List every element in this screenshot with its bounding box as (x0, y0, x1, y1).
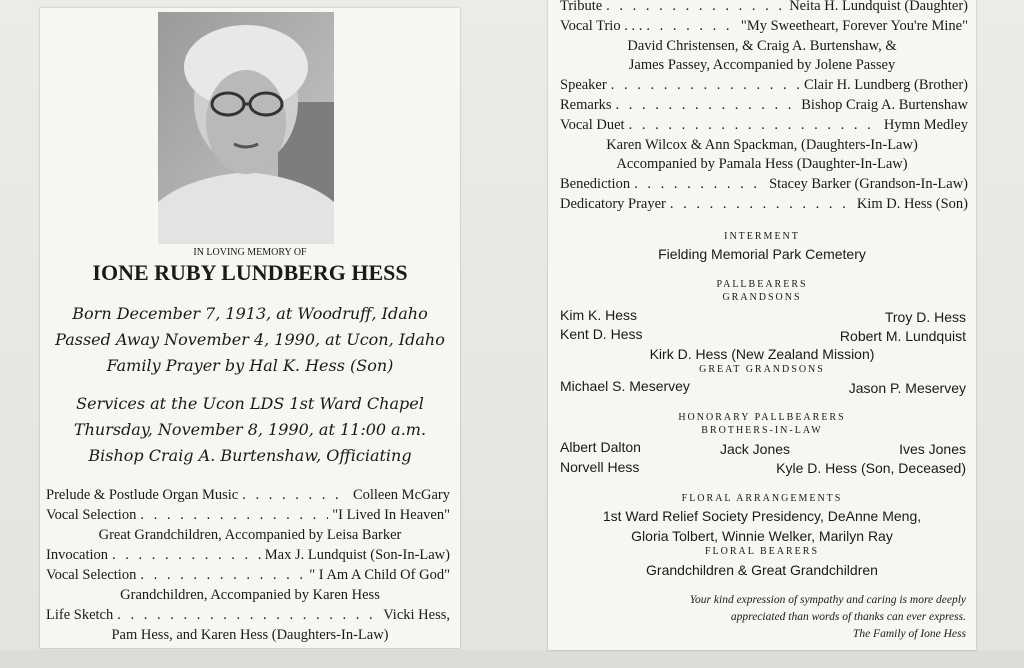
great-grandson-1: Michael S. Meservey (560, 378, 690, 394)
program-item: Speaker (560, 77, 607, 94)
program-participant: Kim D. Hess (Son) (856, 196, 968, 212)
program-item: Invocation (46, 547, 109, 563)
floral-bearers: Grandchildren & Great Grandchildren (646, 562, 878, 578)
scanner-edge (0, 650, 1024, 668)
program-item: Remarks (560, 97, 612, 113)
portrait-photo (158, 12, 334, 244)
program-row (560, 196, 968, 213)
dot-leader (140, 567, 305, 584)
dot-leader (616, 97, 798, 114)
program-row (560, 97, 968, 114)
program-item: Benediction (560, 176, 631, 193)
program-participant: Stacey Barker (Grandson-In-Law) (769, 176, 968, 193)
program-continuation: David Christensen, & Craig A. Burtenshaw, & (627, 37, 897, 54)
brother-3: Ives Jones (899, 441, 966, 457)
dot-leader (629, 117, 880, 134)
thanks-line-1: Your kind expression of sympathy and caring is more deeply (689, 594, 966, 606)
left-panel (40, 8, 460, 648)
great-grandsons-heading: GREAT GRANDSONS (699, 364, 825, 375)
program-continuation: Karen Wilcox & Ann Spackman, (Daughters-In-Law) (606, 136, 918, 153)
grandsons-heading: GRANDSONS (722, 292, 802, 303)
services-line-2: Thursday, November 8, 1990, at 11:00 a.m. (73, 420, 427, 439)
program-item: Vocal Trio . . . (560, 17, 643, 34)
dot-leader (606, 0, 785, 15)
program-participant: "My Sweetheart, Forever You're Mine" (740, 17, 968, 34)
program-item: Tribute (560, 0, 603, 14)
dot-leader (611, 77, 800, 94)
dot-leader (117, 607, 379, 624)
grandson-3: Kent D. Hess (560, 326, 643, 342)
brother-4: Norvell Hess (560, 459, 640, 475)
program-item: Dedicatory Prayer (560, 196, 666, 212)
program-row (46, 607, 450, 624)
program-item: Vocal Selection (46, 507, 137, 523)
dot-leader (670, 196, 853, 213)
passed-line: Passed Away November 4, 1990, at Ucon, Idaho (55, 330, 445, 349)
program-row (560, 117, 968, 134)
dot-leader (140, 507, 328, 524)
program-participant: Max J. Lundquist (Son-In-Law) (264, 547, 450, 563)
program-continuation: Great Grandchildren, Accompanied by Leisa Barker (98, 527, 402, 543)
program-item: Vocal Duet (560, 116, 625, 133)
grandson-1: Kim K. Hess (560, 307, 638, 323)
program-row (46, 567, 450, 584)
program-participant: Vicki Hess, (383, 607, 450, 623)
program-row (560, 77, 968, 94)
floral-heading: FLORAL ARRANGEMENTS (681, 493, 843, 504)
grandson-2: Troy D. Hess (884, 309, 966, 325)
brother-1: Albert Dalton (560, 439, 641, 455)
program-continuation: Pam Hess, and Karen Hess (Daughters-In-Law) (111, 627, 389, 643)
program-participant: Neita H. Lundquist (Daughter) (789, 0, 968, 14)
interment-location: Fielding Memorial Park Cemetery (658, 246, 866, 262)
family-prayer-line: Family Prayer by Hal K. Hess (Son) (106, 356, 394, 375)
interment-heading: INTERMENT (724, 231, 800, 242)
deceased-name: IONE RUBY LUNDBERG HESS (92, 260, 408, 285)
program-participant: Hymn Medley (883, 116, 968, 133)
dot-leader (646, 18, 737, 35)
program-item: Prelude & Postlude Organ Music (46, 487, 239, 503)
born-line: Born December 7, 1913, at Woodruff, Idaho (72, 304, 428, 323)
grandson-5: Kirk D. Hess (New Zealand Mission) (649, 346, 875, 362)
dot-leader (112, 547, 261, 564)
pallbearers-heading: PALLBEARERS (716, 279, 808, 290)
program-row (560, 18, 968, 35)
program-participant: Colleen McGary (352, 487, 450, 503)
program-participant: Bishop Craig A. Burtenshaw (801, 97, 968, 113)
services-line-3: Bishop Craig A. Burtenshaw, Officiating (88, 446, 412, 465)
floral-bearers-heading: FLORAL BEARERS (704, 546, 820, 557)
floral-line-2: Gloria Tolbert, Winnie Welker, Marilyn Ray (631, 528, 893, 544)
brother-2: Jack Jones (720, 441, 791, 457)
floral-line-1: 1st Ward Relief Society Presidency, DeAnne Meng, (602, 508, 922, 524)
program-row (560, 176, 968, 193)
portrait-image (158, 12, 334, 244)
right-panel (548, 0, 976, 650)
program-continuation: Grandchildren, Accompanied by Karen Hess (120, 587, 380, 603)
great-grandson-2: Jason P. Meservey (848, 380, 966, 396)
dot-leader (242, 487, 349, 504)
grandson-4: Robert M. Lundquist (839, 328, 966, 344)
program-participant: "I Lived In Heaven" (332, 507, 450, 523)
memory-heading: IN LOVING MEMORY OF (193, 247, 307, 258)
program-continuation: Accompanied by Pamala Hess (Daughter-In-Law) (616, 156, 908, 173)
program-row (46, 507, 450, 524)
program-participant: " I Am A Child Of God" (309, 567, 450, 583)
program-item: Life Sketch (46, 607, 114, 623)
program-row (46, 547, 450, 564)
program-item: Vocal Selection (46, 567, 137, 583)
brothers-heading: BROTHERS-IN-LAW (701, 425, 823, 436)
brother-5: Kyle D. Hess (Son, Deceased) (776, 460, 966, 476)
program-continuation: James Passey, Accompanied by Jolene Passey (628, 57, 896, 74)
services-line-1: Services at the Ucon LDS 1st Ward Chapel (76, 394, 424, 413)
program-row (46, 487, 450, 504)
program-row (560, 0, 968, 15)
thanks-line-2: appreciated than words of thanks can ever express. (730, 611, 966, 623)
thanks-signature: The Family of Ione Hess (852, 628, 966, 640)
program-participant: Clair H. Lundberg (Brother) (803, 77, 968, 94)
honorary-heading: HONORARY PALLBEARERS (678, 412, 846, 423)
dot-leader (634, 176, 765, 193)
